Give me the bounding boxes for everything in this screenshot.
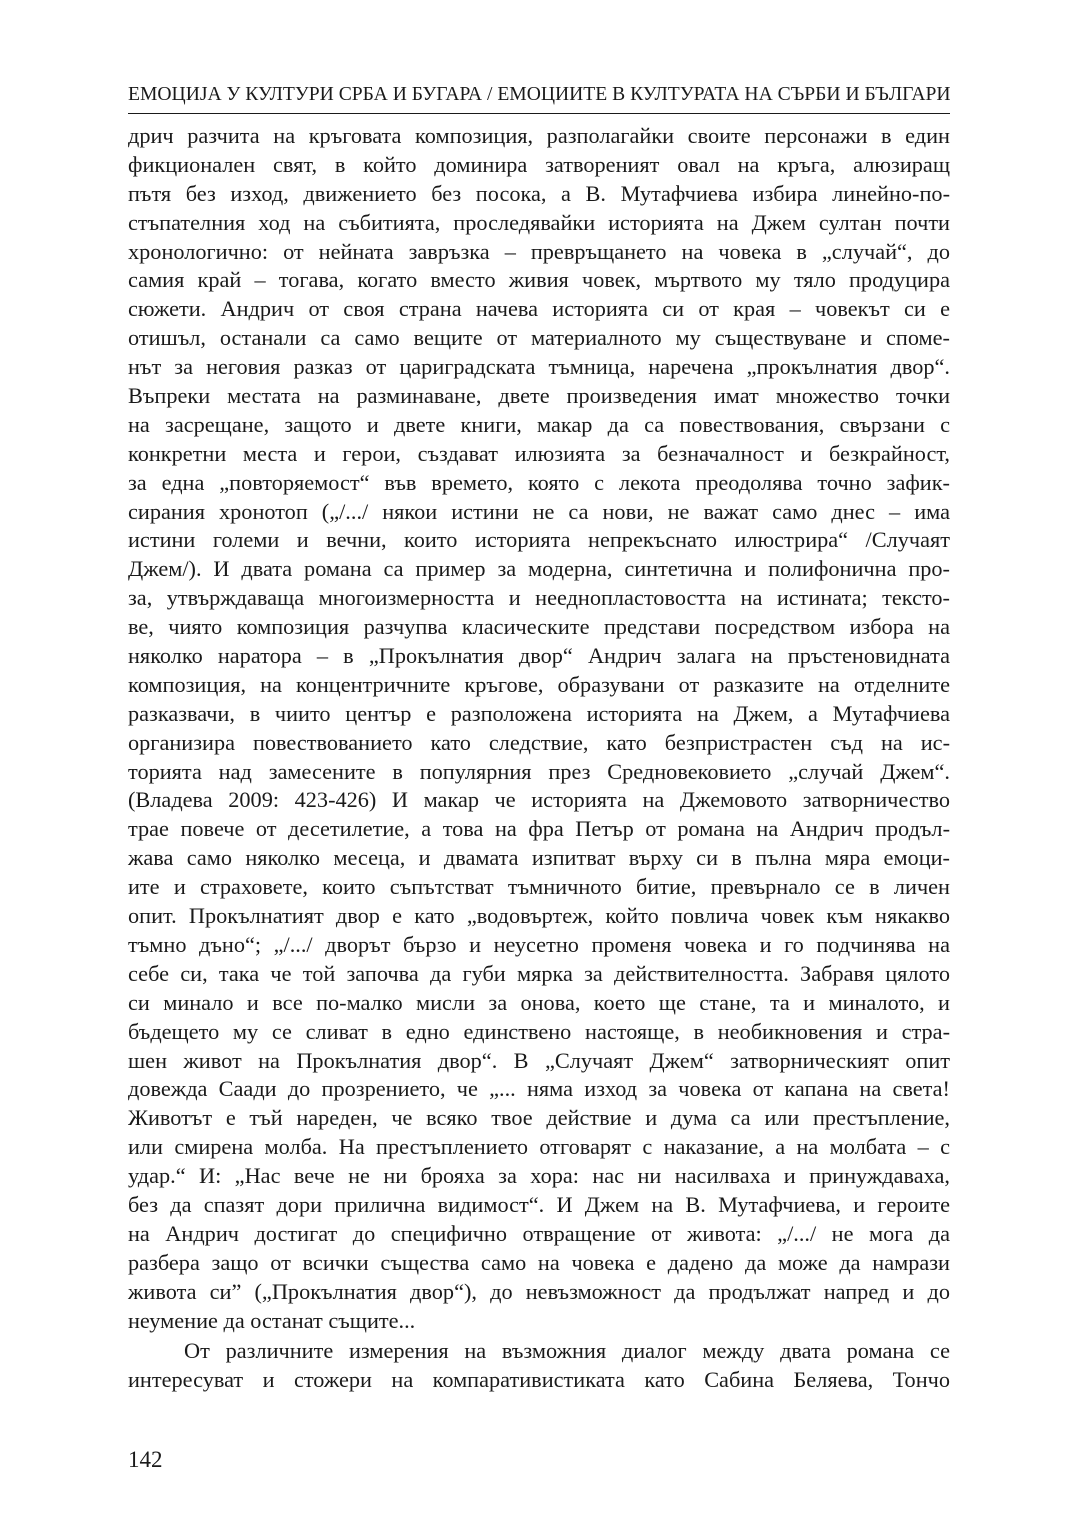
text-line: живота си” („Прокълнатия двор“), до невъзможност да продължат напред и до xyxy=(128,1278,950,1304)
text-line: интересуват и стожери на компаративистиката като Сабина Беляева, Тончо xyxy=(128,1367,950,1393)
text-line: удар.“ И: „Нас вече не ни брояха за хора: нас ни насилваха и принуждаваха, xyxy=(128,1163,950,1189)
text-line: конкретни места и герои, създават илюзията за безначалност и безкрайност, xyxy=(128,440,950,466)
text-line: истини големи и вечни, които историята непрекъснато илюстрира“ /Случаят xyxy=(128,527,950,553)
text-line: трае повече от десетилетие, а това на фра Петър от романа на Андрич продъл- xyxy=(128,816,950,842)
text-line: опит. Прокълнатият двор е като „водовъртеж, който повлича човек към някакво xyxy=(128,903,950,929)
body-text xyxy=(128,122,950,1395)
text-line: на засрещане, защото и двете книги, макар да са повествования, свързани с xyxy=(128,411,950,437)
text-line: фикционален свят, в който доминира затвореният овал на кръга, алюзиращ xyxy=(128,151,950,177)
text-line: пътя без изход, движението без посока, а В. Мутафчиева избира линейно-по- xyxy=(128,180,950,206)
text-line: организира повествованието като следствие, като безпристрастен съд на ис- xyxy=(128,729,950,755)
text-line: стъпателния ход на събитията, проследявайки историята на Джем султан почти xyxy=(128,209,950,235)
text-line: нът за неговия разказ от цариградската тъмница, наречена „прокълнатия двор“. xyxy=(128,354,950,380)
text-line: шен живот на Прокълнатия двор“. В „Случаят Джем“ затворническият опит xyxy=(128,1047,950,1073)
page-number: 142 xyxy=(128,1447,163,1472)
text-line: разбера защо от всички същества само на човека е дадено да може да намрази xyxy=(128,1249,950,1275)
text-line: за, утвърждаваща многоизмерността и нееднопластовостта на истината; тексто- xyxy=(128,585,950,611)
paragraph-2 xyxy=(128,1337,950,1395)
paragraph-1 xyxy=(128,122,950,1335)
text-line: сирания хронотоп („/.../ някои истини не са нови, не важат само днес – има xyxy=(128,498,950,524)
text-line: себе си, така че той започва да губи мярка за действителността. Забравя цялото xyxy=(128,960,950,986)
text-line: за една „повторяемост“ във времето, която с лекота преодолява точно зафик- xyxy=(128,469,950,495)
text-line: няколко наратора – в „Прокълнатия двор“ Андрич залага на пръстеновидната xyxy=(128,643,950,669)
header-rule xyxy=(128,113,950,114)
running-head: ЕМОЦИЈА У КУЛТУРИ СРБА И БУГАРА / ЕМОЦИИТЕ В КУЛТУРАТА НА СЪРБИ И БЪЛГАРИ xyxy=(128,84,951,105)
text-line: бъдещето му се сливат в едно единствено настояще, в необикновения и стра- xyxy=(128,1018,950,1044)
text-line: Джем/). И двата романа са пример за модерна, синтетична и полифонична про- xyxy=(128,556,950,582)
text-line: тъмно дъно“; „/.../ дворът бързо и неусетно променя човека и го подчинява на xyxy=(128,931,950,957)
text-line: си минало и все по-малко мисли за онова, което ще стане, та и миналото, и xyxy=(128,989,950,1015)
text-line: композиция, на концентричните кръгове, образувани от разказите на отделните xyxy=(128,671,950,697)
text-line: самия край – тогава, когато вместо живия човек, мъртвото му тяло продуцира xyxy=(128,267,950,293)
text-line: От различните измерения на възможния диалог между двата романа се xyxy=(184,1338,950,1364)
text-line: Въпреки местата на разминаване, двете произведения имат множество точки xyxy=(128,383,950,409)
text-line: Животът е тъй нареден, че всяко твое действие и дума са или престъпление, xyxy=(128,1105,950,1131)
text-line: разказвачи, в чиито център е разположена историята на Джем, а Мутафчиева xyxy=(128,700,950,726)
text-line: жава само няколко месеца, и двамата изпитват върху си в пълна мяра емоци- xyxy=(128,845,950,871)
text-line: ве, чиято композиция разчупва класическите представи посредством избора на xyxy=(128,614,950,640)
text-line: сюжети. Андрич от своя страна начева историята си от края – човекът си е xyxy=(128,296,950,322)
text-line: на Андрич достигат до специфично отвращение от живота: „/.../ не мога да xyxy=(128,1220,950,1246)
text-line: неумение да останат същите... xyxy=(128,1307,416,1333)
text-line: хронологично: от нейната завръзка – превръщането на човека в „случай“, до xyxy=(128,238,950,264)
text-line: торията над замесените в популярния през Средновековието „случай Джем“. xyxy=(128,758,950,784)
text-line: отишъл, останали са само вещите от материалното му съществуване и споме- xyxy=(128,325,950,351)
text-line: дрич разчита на кръговата композиция, разполагайки своите персонажи в един xyxy=(128,123,950,148)
text-line: или смирена молба. На престъплението отговарят с наказание, а на молбата – с xyxy=(128,1134,950,1160)
text-line: довежда Саади до прозрението, че „... няма изход за човека от капана на света! xyxy=(128,1076,950,1102)
text-line: (Владева 2009: 423-426) И макар че историята на Джемовото затворничество xyxy=(128,787,950,813)
text-line: ите и страховете, които съпътстват тъмничното битие, превърнало се в личен xyxy=(128,874,950,900)
text-line: без да спазят дори прилична видимост“. И Джем на В. Мутафчиева, и героите xyxy=(128,1191,950,1217)
